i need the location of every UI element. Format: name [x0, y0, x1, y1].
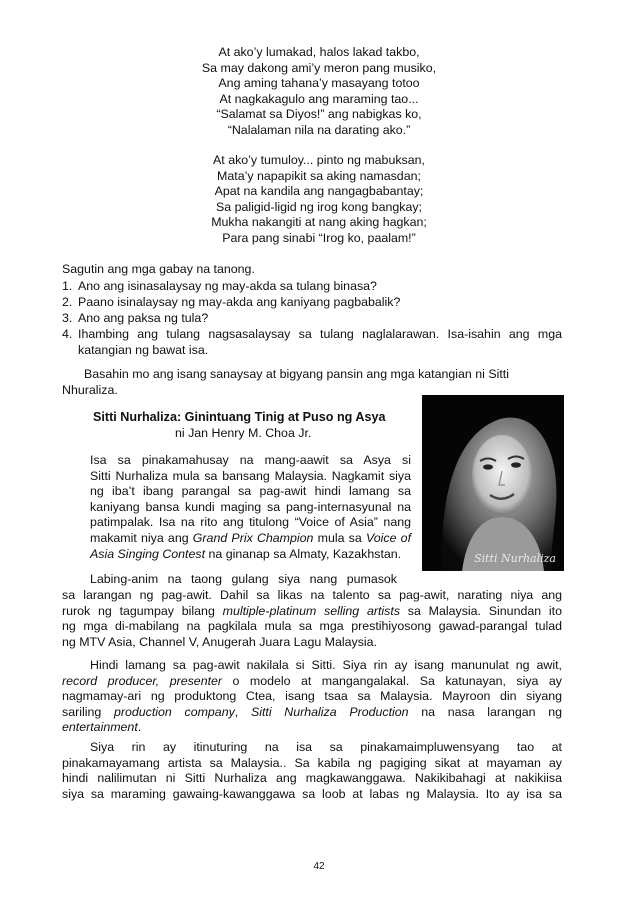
- questions-list: [62, 278, 562, 358]
- italic-text: entertainment: [62, 720, 138, 735]
- text-line: Labing-anim na taong gulang siya nang pumasok: [90, 572, 397, 586]
- text-line: Isa sa pinakamahusay na mang-aawit sa Asya si: [90, 453, 411, 467]
- italic-text: Sitti Nurhaliza Production: [250, 704, 409, 719]
- text-line: [62, 604, 562, 620]
- poem-stanza-2: [0, 153, 638, 247]
- text-line: pinakamayamang artista sa Malaysia.. Sa kabila ng pagiging sikat at mayaman ay: [62, 755, 562, 770]
- text-line: Siya rin ay itinuturing na isa sa pinakamaimpluwensyang tao at: [90, 740, 562, 754]
- text-line: [62, 720, 562, 736]
- text-run: rurok ng tagumpay bilang: [62, 603, 223, 618]
- poem-line: Mata’y napapikit sa aking namasdan;: [217, 168, 421, 183]
- essay-title: Sitti Nurhaliza: Ginintuang Tinig at Puso ng Asya: [93, 410, 386, 424]
- poem-line: “Salamat sa Diyos!” ang nabigkas ko,: [216, 107, 422, 122]
- essay-paragraph-3: [62, 658, 562, 736]
- question-text: Ano ang paksa ng tula?: [78, 311, 209, 325]
- question-item: [62, 310, 562, 326]
- text-run: .: [137, 720, 142, 735]
- poem-line: Apat na kandila ang nangagbabantay;: [214, 184, 424, 199]
- text-run: o modelo at mangangalakal. Sa katunayan, siya ay: [222, 673, 562, 688]
- page-number: 42: [313, 861, 325, 872]
- text-line: ng mga di-mabilang na pagkilala mula sa mga prestihiyosong gawad-parangal tulad: [62, 619, 562, 634]
- text-line: hindi nalilimutan ni Sitti Nurhaliza ang magkawanggawa. Nakikibahagi at nakikiisa: [62, 771, 562, 786]
- italic-text: multiple-platinum selling artists: [222, 603, 401, 618]
- italic-text: Voice of: [365, 530, 412, 545]
- text-line: siya sa maraming gawaing-kawanggawa sa loob at labas ng Malaysia. Ito ay isa sa: [62, 786, 562, 801]
- italic-text: production company: [113, 704, 235, 719]
- poem-line: “Nalalaman nila na darating ako.”: [227, 122, 411, 137]
- text-line: [62, 531, 411, 547]
- poem-line: Para pang sinabi “Irog ko, paalam!”: [222, 230, 416, 245]
- italic-text: Grand Prix Champion: [192, 530, 314, 545]
- text-run: na ginanap sa Almaty, Kazakhstan.: [205, 546, 402, 561]
- text-run: na nasa larangan ng: [408, 704, 562, 719]
- question-number: 4.: [62, 327, 73, 341]
- text-line: Hindi lamang sa pag-awit nakilala si Sitti. Siya rin ay isang manunulat ng awit,: [90, 658, 562, 672]
- essay-paragraph-2: [62, 588, 562, 650]
- text-line: ng MTV Asia, Channel V, Anugerah Juara Lagu Malaysia.: [62, 634, 378, 649]
- essay-author: ni Jan Henry M. Choa Jr.: [175, 426, 312, 440]
- poem-line: Ang aming tahana’y masayang totoo: [218, 76, 420, 91]
- question-item: [62, 294, 562, 310]
- poem-line: Mukha nakangiti at nang aking hagkan;: [211, 215, 427, 230]
- question-number: 3.: [62, 311, 73, 325]
- poem-line: At nagkakagulo ang maraming tao...: [219, 91, 419, 106]
- text-line: kaniyang bansa kundi maging sa pang-internasyunal na: [90, 499, 411, 514]
- text-line: nagmamay-ari ng produktong Ctea, isang tsaa sa Malaysia. Mayroon din siyang: [62, 689, 562, 704]
- poem-line: At ako’y tumuloy... pinto ng mabuksan,: [213, 153, 425, 167]
- text-run: mula sa: [313, 530, 366, 545]
- essay-paragraph-1: [62, 453, 411, 562]
- question-number: 2.: [62, 295, 73, 309]
- italic-text: record producer, presenter: [62, 673, 223, 688]
- question-text: Ano ang isinasalaysay ng may-akda sa tulang binasa?: [78, 279, 377, 293]
- text-run: makamit niya ang: [90, 530, 193, 545]
- text-line: [62, 705, 562, 721]
- question-number: 1.: [62, 279, 73, 293]
- text-line: ng iba’t ibang parangal sa pag-awit hindi lamang sa: [90, 484, 411, 499]
- italic-text: Asia Singing Contest: [90, 546, 206, 561]
- text-line: sa larangan ng pag-awit. Dahil sa likas na talento sa pag-awit, narating niya ang: [62, 588, 562, 602]
- question-item: [62, 278, 562, 294]
- text-run: ,: [234, 704, 251, 719]
- text-line: [62, 674, 562, 690]
- reading-instruction: Basahin mo ang isang sanaysay at bigyang pansin ang mga katangian ni Sitti Nhuraliza.: [62, 367, 510, 397]
- poem-line: At ako’y lumakad, halos lakad takbo,: [218, 45, 420, 59]
- photo-signature: Sitti Nurhaliza: [474, 552, 556, 565]
- portrait-photo: [422, 395, 564, 571]
- poem-line: Sa paligid-ligid ng irog kong bangkay;: [216, 199, 422, 214]
- text-line: [62, 547, 411, 563]
- text-run: sariling: [62, 704, 114, 719]
- question-item: [62, 326, 562, 358]
- text-line: Sitti Nurhaliza mula sa bansang Malaysia. Nagkamit siya: [90, 468, 411, 483]
- essay-paragraph-2-first-line: [62, 572, 397, 588]
- text-run: sa Malaysia. Sinundan ito: [400, 603, 562, 618]
- text-line: patimpalak. Isa na rito ang titulong “Voice of Asia” nang: [90, 515, 411, 530]
- question-text: Ihambing ang tulang nagsasalaysay sa tulang naglalarawan. Isa-isahin ang mga katangian ng bawat isa.: [78, 327, 562, 357]
- question-text: Paano isinalaysay ng may-akda ang kaniyang pagbabalik?: [78, 295, 401, 309]
- questions-intro: Sagutin ang mga gabay na tanong.: [62, 262, 255, 276]
- poem-line: Sa may dakong ami’y meron pang musiko,: [201, 60, 437, 75]
- portrait-image: [422, 395, 564, 571]
- poem-stanza-1: [0, 45, 638, 139]
- essay-paragraph-4: [62, 740, 562, 802]
